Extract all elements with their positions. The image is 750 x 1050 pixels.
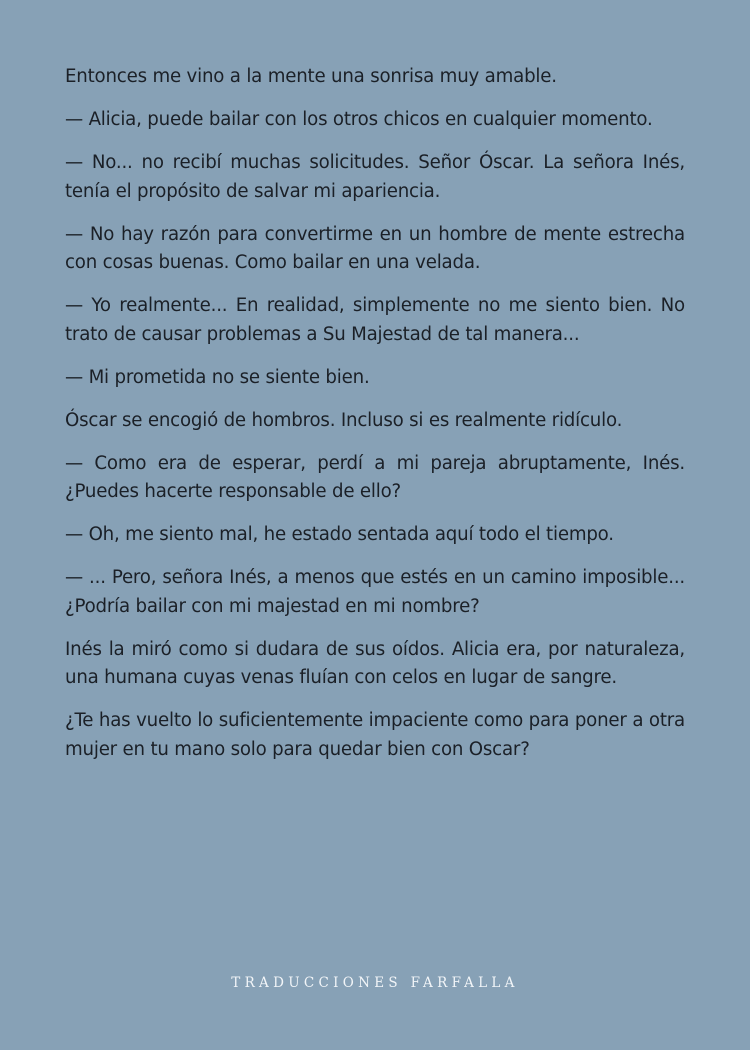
- paragraph: Entonces me vino a la mente una sonrisa muy amable.: [65, 66, 557, 87]
- paragraph: — Mi prometida no se siente bien.: [65, 366, 370, 388]
- paragraph: Inés la miró como si dudara de sus oídos. Alicia era, por naturaleza, una humana cuyas venas fluían con celos en lugar de sangre.: [65, 638, 685, 688]
- paragraph: — Como era de esperar, perdí a mi pareja abruptamente, Inés. ¿Puedes hacerte responsable de ello?: [65, 452, 685, 502]
- paragraph: — Oh, me siento mal, he estado sentada aquí todo el tiempo.: [65, 524, 614, 545]
- paragraph: — ... Pero, señora Inés, a menos que estés en un camino imposible... ¿Podría bailar con mi majestad en mi nombre?: [65, 567, 685, 617]
- paragraph: — Alicia, puede bailar con los otros chicos en cualquier momento.: [65, 109, 653, 130]
- paragraph: — Yo realmente... En realidad, simplemente no me siento bien. No trato de causar problemas a Su Majestad de tal manera...: [65, 295, 685, 345]
- document-body: [65, 63, 685, 779]
- paragraph: — No... no recibí muchas solicitudes. Señor Óscar. La señora Inés, tenía el propósito de salvar mi apariencia.: [65, 152, 685, 202]
- paragraph: ¿Te has vuelto lo suficientemente impaciente como para poner a otra mujer en tu mano solo para quedar bien con Oscar?: [65, 710, 685, 760]
- paragraph: — No hay razón para convertirme en un hombre de mente estrecha con cosas buenas. Como bailar en una velada.: [65, 223, 685, 273]
- translator-credit: TRADUCCIONES FARFALLA: [231, 975, 519, 991]
- paragraph: Óscar se encogió de hombros. Incluso si es realmente ridículo.: [65, 409, 623, 431]
